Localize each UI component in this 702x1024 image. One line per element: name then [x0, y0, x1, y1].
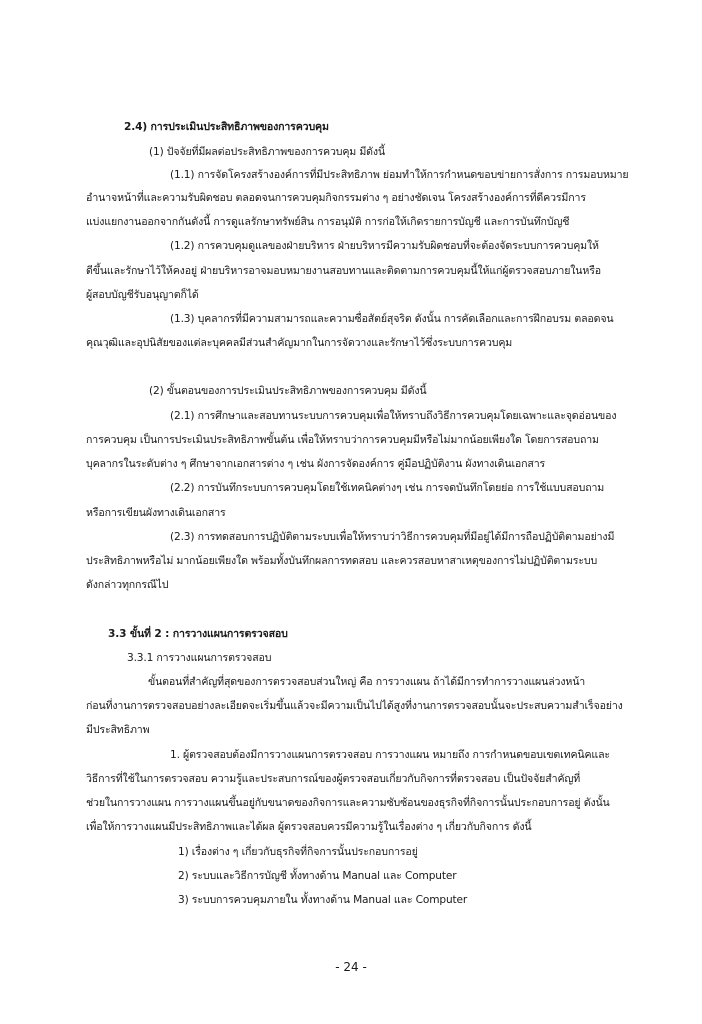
paragraph-line: วิธีการที่ใช้ในการตรวจสอบ ความรู้และประสบการณ์ของผู้ตรวจสอบเกี่ยวกับกิจการที่ตรวจสอบ เป็นปัจจัยสำคัญที่ — [86, 773, 581, 785]
paragraph-line: (2.2) การบันทึกระบบการควบคุมโดยใช้เทคนิคต่างๆ เช่น การจดบันทึกโดยย่อ การใช้แบบสอบถาม — [170, 482, 605, 494]
page-number: - 24 - — [335, 960, 367, 974]
paragraph-line: ดีขึ้นและรักษาไว้ให้คงอยู่ ฝ่ายบริหารอาจมอบหมายงานสอบทานและติดตามการควบคุมนี้ให้แก่ผู้ตรวจสอบภายในหรือ — [86, 265, 601, 277]
list-item: 3) ระบบการควบคุมภายใน ทั้งทางด้าน Manual และ Computer — [178, 894, 468, 906]
paragraph-line: ประสิทธิภาพหรือไม่ มากน้อยเพียงใด พร้อมทั้งบันทึกผลการทดสอบ และควรสอบหาสาเหตุของการไม่ปฏิบัติตามระบบ — [86, 555, 598, 567]
paragraph-line: (2.1) การศึกษาและสอบทานระบบการควบคุมเพื่อให้ทราบถึงวิธีการควบคุมโดยเฉพาะและจุดอ่อนของ — [170, 410, 617, 422]
paragraph-line: (1.2) การควบคุมดูแลของฝ่ายบริหาร ฝ่ายบริหารมีความรับผิดชอบที่จะต้องจัดระบบการควบคุมให้ — [170, 240, 599, 252]
paragraph-line: ช่วยในการวางแผน การวางแผนขึ้นอยู่กับขนาดของกิจการและความซับซ้อนของธุรกิจที่กิจการนั้นประกอบการอยู่ ดังนั้น — [86, 797, 610, 809]
paragraph-line: บุคลากรในระดับต่าง ๆ ศึกษาจากเอกสารต่าง ๆ เช่น ผังการจัดองค์การ คู่มือปฏิบัติงาน ผังทางเดินเอกสาร — [86, 458, 546, 470]
paragraph-line: (2.3) การทดสอบการปฏิบัติตามระบบเพื่อให้ทราบว่าวิธีการควบคุมที่มีอยู่ได้มีการถือปฏิบัติตามอย่างมี — [170, 531, 615, 543]
list-item: 1) เรื่องต่าง ๆ เกี่ยวกับธุรกิจที่กิจการนั้นประกอบการอยู่ — [178, 846, 418, 858]
paragraph-line: ขั้นตอนที่สำคัญที่สุดของการตรวจสอบส่วนใหญ่ คือ การวางแผน ถ้าได้มีการทำการวางแผนล่วงหน้า — [148, 676, 586, 688]
paragraph-line: แบ่งแยกงานออกจากกันดังนี้ การดูแลรักษาทรัพย์สิน การอนุมัติ การก่อให้เกิดรายการบัญชี และการบันทึกบัญชี — [86, 216, 570, 228]
subsection-title: 3.3.1 การวางแผนการตรวจสอบ — [127, 652, 272, 664]
paragraph-line: คุณวุฒิและอุปนิสัยของแต่ละบุคคลมีส่วนสำคัญมากในการจัดวางและรักษาไว้ซึ่งระบบการควบคุม — [86, 337, 513, 349]
item-title: (2) ขั้นตอนของการประเมินประสิทธิภาพของการควบคุม มีดังนี้ — [149, 385, 427, 397]
list-item: 2) ระบบและวิธีการบัญชี ทั้งทางด้าน Manual และ Computer — [178, 870, 457, 882]
section-heading: 2.4) การประเมินประสิทธิภาพของการควบคุม — [124, 121, 329, 133]
paragraph-line: การควบคุม เป็นการประเมินประสิทธิภาพขั้นต้น เพื่อให้ทราบว่าการควบคุมมีหรือไม่มากน้อยเพียงใด โดยการสอบถาม — [86, 434, 599, 446]
paragraph-line: หรือการเขียนผังทางเดินเอกสาร — [86, 507, 226, 519]
section-heading: 3.3 ขั้นที่ 2 : การวางแผนการตรวจสอบ — [108, 628, 288, 640]
paragraph-line: อำนาจหน้าที่และความรับผิดชอบ ตลอดจนการควบคุมกิจกรรมต่าง ๆ อย่างชัดเจน โครงสร้างองค์การที่ดีควรมีการ — [86, 192, 586, 204]
paragraph-line: ผู้สอบบัญชีรับอนุญาตก็ได้ — [86, 289, 199, 301]
paragraph-line: (1.1) การจัดโครงสร้างองค์การที่มีประสิทธิภาพ ย่อมทำให้การกำหนดขอบข่ายการสั่งการ การมอบหมาย — [170, 169, 629, 181]
paragraph-line: ดังกล่าวทุกกรณีไป — [86, 579, 169, 591]
item-title: (1) ปัจจัยที่มีผลต่อประสิทธิภาพของการควบคุม มีดังนี้ — [149, 146, 386, 158]
paragraph-line: เพื่อให้การวางแผนมีประสิทธิภาพและได้ผล ผู้ตรวจสอบควรมีความรู้ในเรื่องต่าง ๆ เกี่ยวกับกิจการ ดังนี้ — [86, 821, 532, 833]
paragraph-line: มีประสิทธิภาพ — [86, 724, 150, 736]
paragraph-line: (1.3) บุคลากรที่มีความสามารถและความซื่อสัตย์สุจริต ดังนั้น การคัดเลือกและการฝึกอบรม ตลอดจน — [170, 313, 614, 325]
paragraph-line: 1. ผู้ตรวจสอบต้องมีการวางแผนการตรวจสอบ การวางแผน หมายถึง การกำหนดขอบเขตเทคนิคและ — [170, 749, 610, 761]
paragraph-line: ก่อนที่งานการตรวจสอบอย่างละเอียดจะเริ่มขึ้นแล้วจะมีความเป็นไปได้สูงที่งานการตรวจสอบนั้นจะประสบความสำเร็จอย่าง — [86, 700, 623, 712]
